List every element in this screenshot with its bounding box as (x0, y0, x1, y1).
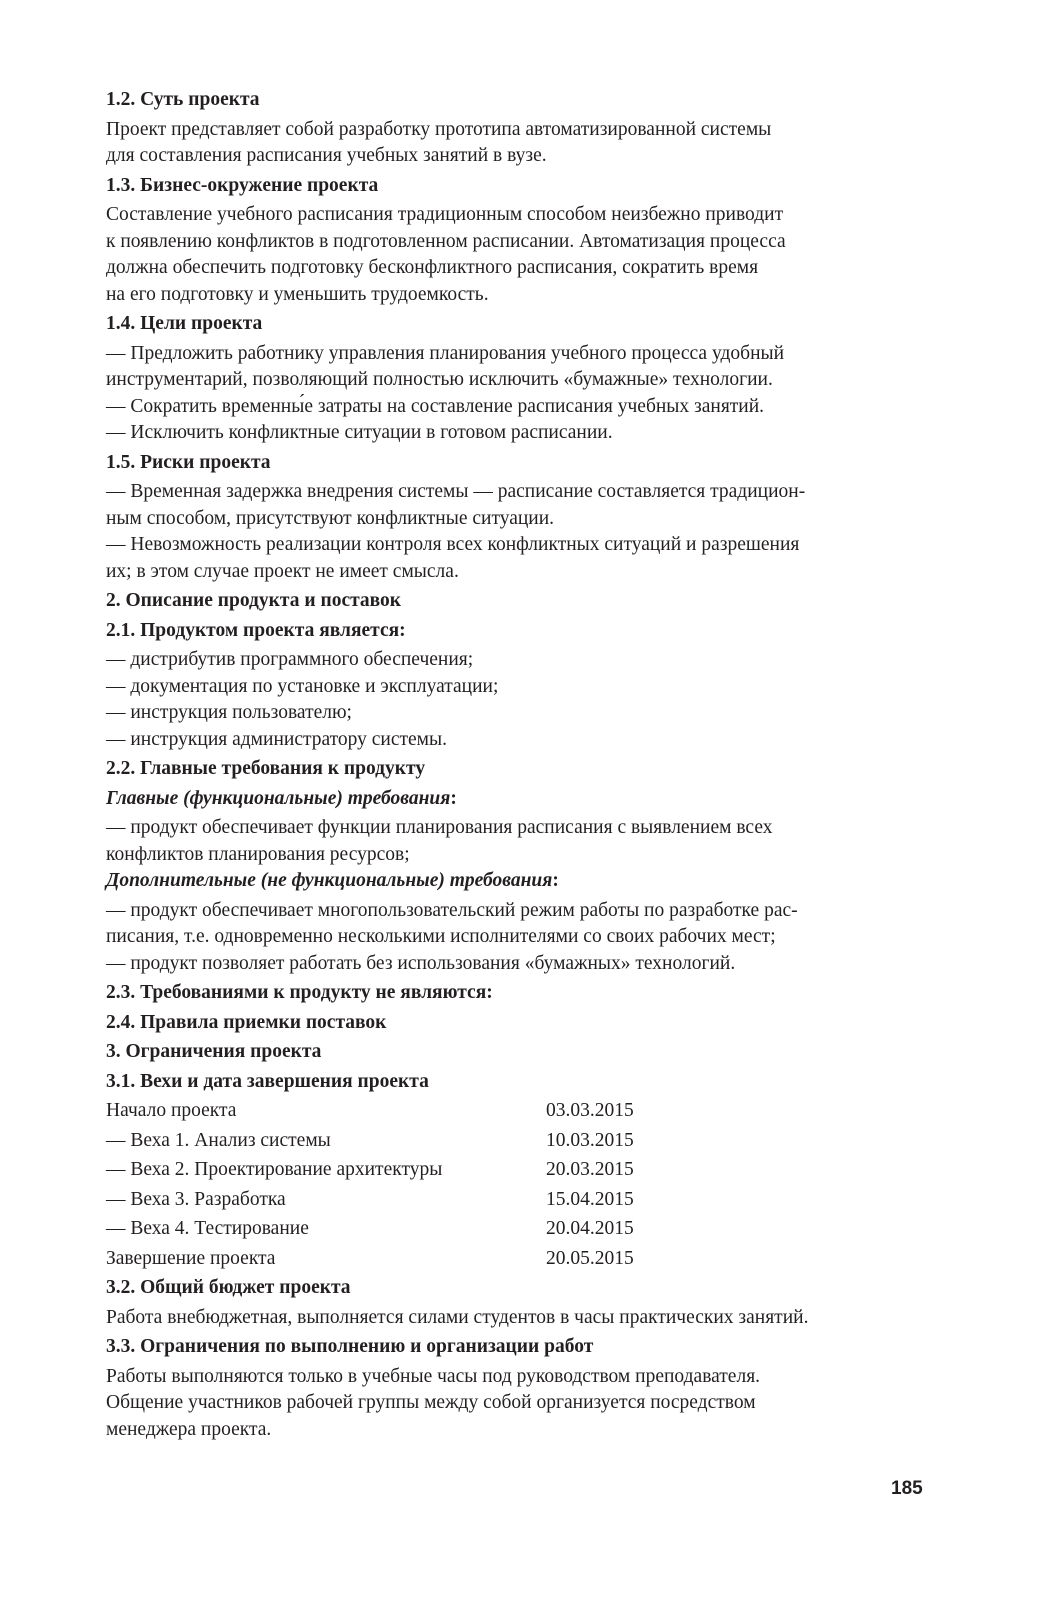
text-line: Проект представляет собой разработку прототипа автоматизированной системы (106, 118, 772, 140)
text-line: — Временная задержка внедрения системы — расписание составляется традицион- (106, 481, 806, 502)
extra-requirements-label: Дополнительные (не функциональные) требования (106, 870, 553, 891)
milestone-row (106, 1157, 932, 1184)
milestone-label: — Веха 4. Тестирование (106, 1218, 309, 1239)
milestone-date: 10.03.2015 (546, 1129, 634, 1151)
section-heading-2-4: 2.4. Правила приемки поставок (106, 1011, 387, 1033)
list-item: — документация по установке и эксплуатации; (106, 675, 499, 697)
text-line: писания, т.е. одновременно несколькими исполнителями со своих рабочих мест; (106, 926, 776, 947)
milestones-table (106, 1098, 932, 1272)
section-heading-2-2: 2.2. Главные требования к продукту (106, 758, 426, 779)
milestone-label: Завершение проекта (106, 1247, 276, 1269)
section-heading-3-1: 3.1. Вехи и дата завершения проекта (106, 1070, 429, 1092)
section-text-1-3 (106, 202, 932, 308)
milestone-row (106, 1246, 932, 1273)
section-heading-3-3: 3.3. Ограничения по выполнению и организации работ (106, 1336, 594, 1357)
list-item: — инструкция пользователю; (106, 702, 352, 723)
milestone-label: — Веха 3. Разработка (106, 1188, 286, 1210)
list-item: — инструкция администратору системы. (106, 728, 448, 750)
text-line: для составления расписания учебных занятий в вузе. (106, 145, 547, 166)
text-line: — Исключить конфликтные ситуации в готовом расписании. (106, 422, 613, 443)
page-number: 185 (891, 1478, 923, 1499)
text-line: Работы выполняются только в учебные часы под руководством преподавателя. (106, 1365, 761, 1387)
section-text-1-2 (106, 117, 932, 170)
section-heading-2-3: 2.3. Требованиями к продукту не являются: (106, 982, 493, 1003)
text-line: Общение участников рабочей группы между собой организуется посредством (106, 1392, 756, 1413)
milestone-label: — Веха 2. Проектирование архитектуры (106, 1159, 443, 1180)
section-heading-1-5: 1.5. Риски проекта (106, 451, 271, 473)
main-requirements-title (106, 786, 932, 813)
text-line: менеджера проекта. (106, 1418, 272, 1440)
list-item: — дистрибутив программного обеспечения; (106, 649, 474, 670)
milestone-row (106, 1187, 932, 1214)
text-line: — Предложить работнику управления планирования учебного процесса удобный (106, 342, 785, 364)
colon: : (552, 870, 559, 891)
section-text-3-2 (106, 1305, 932, 1332)
section-heading-2: 2. Описание продукта и поставок (106, 590, 402, 611)
colon: : (450, 787, 457, 809)
milestone-date: 20.05.2015 (546, 1247, 634, 1269)
text-line: на его подготовку и уменьшить трудоемкость. (106, 283, 489, 305)
milestone-label: — Веха 1. Анализ системы (106, 1129, 331, 1151)
section-heading-2-1: 2.1. Продуктом проекта является: (106, 619, 406, 641)
section-text-1-4 (106, 341, 932, 447)
milestone-date: 20.04.2015 (546, 1218, 634, 1239)
section-text-1-5 (106, 479, 932, 585)
extra-requirements-title (106, 868, 932, 895)
milestone-date: 15.04.2015 (546, 1188, 634, 1210)
milestone-date: 03.03.2015 (546, 1100, 634, 1121)
page-body (106, 84, 932, 1443)
text-line: — Сократить временны́е затраты на составление расписания учебных занятий. (106, 395, 765, 417)
text-line: ным способом, присутствуют конфликтные ситуации. (106, 507, 555, 529)
section-heading-3-2: 3.2. Общий бюджет проекта (106, 1277, 351, 1298)
text-line: должна обеспечить подготовку бесконфликтного расписания, сократить время (106, 257, 759, 278)
text-line: Составление учебного расписания традиционным способом неизбежно приводит (106, 204, 784, 225)
text-line: их; в этом случае проект не имеет смысла. (106, 560, 459, 582)
milestone-row (106, 1128, 932, 1155)
text-line: к появлению конфликтов в подготовленном расписании. Автоматизация процесса (106, 230, 786, 252)
section-heading-1-4: 1.4. Цели проекта (106, 313, 263, 334)
section-heading-1-3: 1.3. Бизнес-окружение проекта (106, 174, 379, 196)
text-line: — продукт обеспечивает функции планирования расписания с выявлением всех (106, 817, 773, 838)
section-text-3-3 (106, 1364, 932, 1444)
text-line: — продукт обеспечивает многопользовательский режим работы по разработке рас- (106, 899, 798, 921)
milestone-row (106, 1098, 932, 1125)
milestone-row (106, 1216, 932, 1243)
text-line: — продукт позволяет работать без использования «бумажных» технологий. (106, 952, 736, 974)
main-requirements-text (106, 815, 932, 868)
text-line: конфликтов планирования ресурсов; (106, 843, 410, 865)
section-heading-3: 3. Ограничения проекта (106, 1041, 322, 1062)
text-line: Работа внебюджетная, выполняется силами студентов в часы практических занятий. (106, 1306, 809, 1328)
section-list-2-1 (106, 647, 932, 753)
main-requirements-label: Главные (функциональные) требования (106, 787, 451, 809)
section-heading-1-2: 1.2. Суть проекта (106, 89, 260, 110)
milestone-label: Начало проекта (106, 1100, 237, 1121)
text-line: — Невозможность реализации контроля всех конфликтных ситуаций и разрешения (106, 534, 800, 555)
milestone-date: 20.03.2015 (546, 1159, 634, 1180)
extra-requirements-text (106, 898, 932, 978)
text-line: инструментарий, позволяющий полностью исключить «бумажные» технологии. (106, 369, 773, 390)
